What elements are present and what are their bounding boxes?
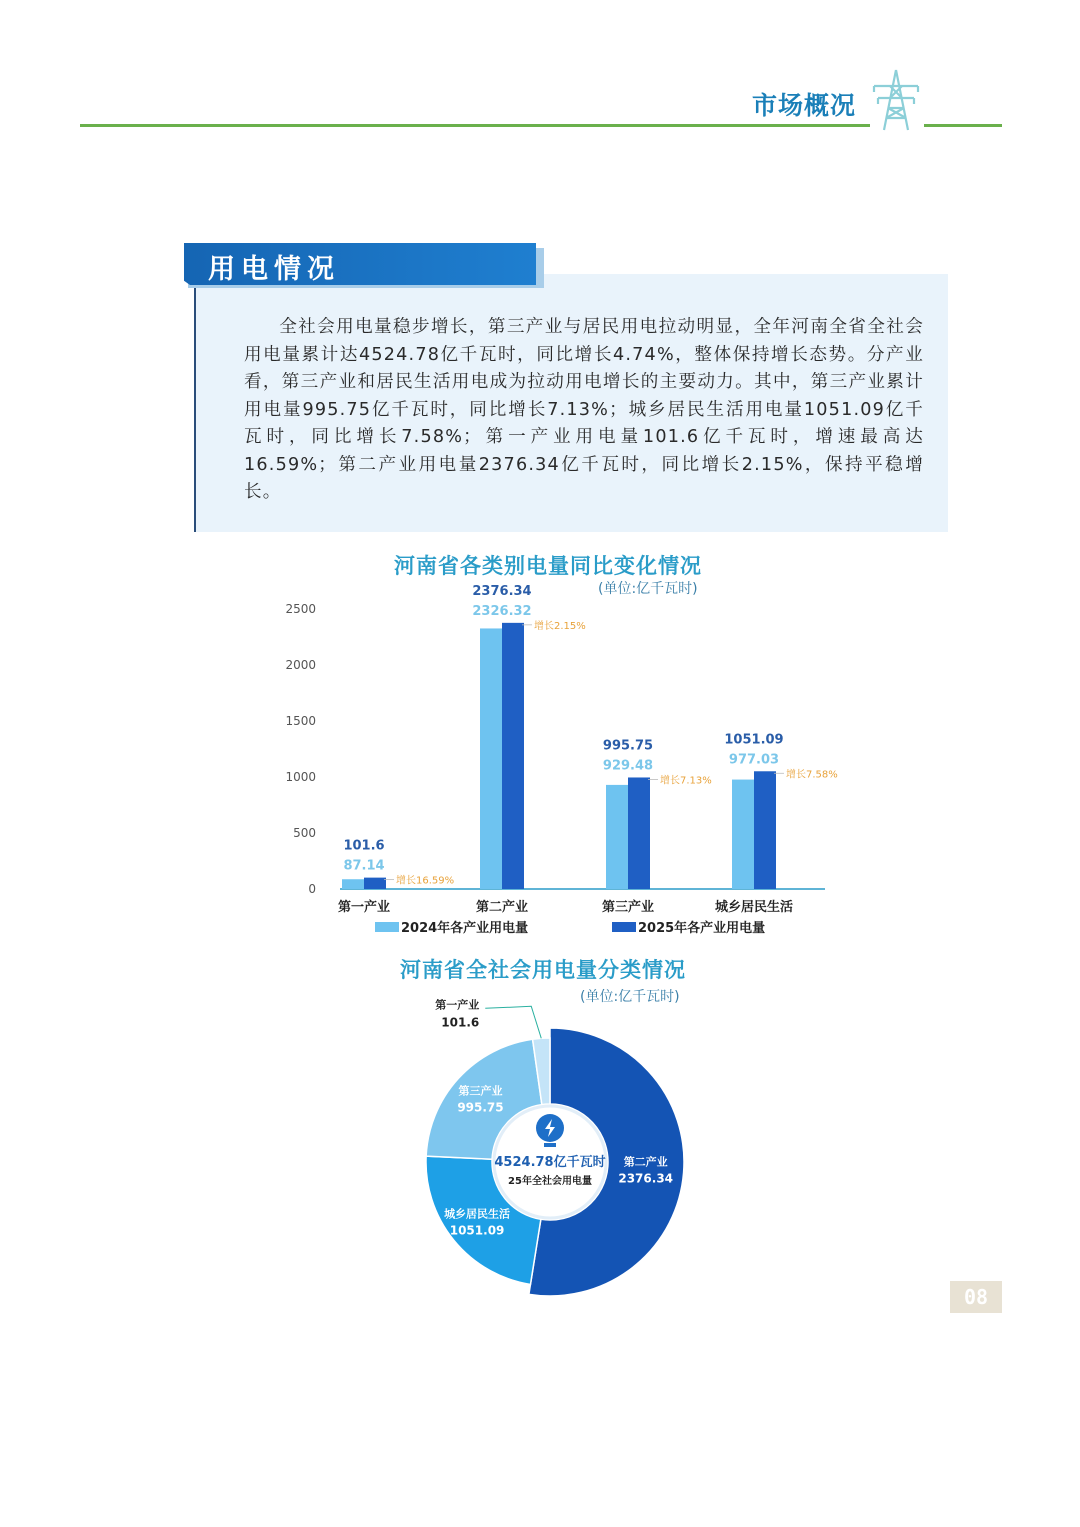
- data-label-2025: 101.6: [343, 838, 385, 854]
- leader-line: [485, 1006, 541, 1038]
- data-label-2025: 2376.34: [472, 583, 532, 599]
- header-rule-right: [924, 124, 1002, 127]
- y-tick-label: 2500: [285, 602, 316, 616]
- bar-2024: [480, 628, 502, 889]
- y-tick-label: 2000: [285, 658, 316, 672]
- bar-2024: [732, 780, 754, 889]
- bar-2025: [502, 623, 524, 889]
- x-tick-label: 第三产业: [601, 900, 655, 915]
- section-accent-line: [194, 286, 196, 532]
- bar-chart-title: 河南省各类别电量同比变化情况: [394, 554, 702, 578]
- slice-name-label: 第三产业: [458, 1084, 503, 1098]
- bar-2024: [606, 785, 628, 889]
- slice-value-label: 101.6: [441, 1015, 480, 1030]
- bar-2025: [754, 771, 776, 889]
- bar-2024: [342, 879, 364, 889]
- header-rule-left: [80, 124, 870, 127]
- pie-chart-unit: (单位:亿千瓦时): [580, 989, 680, 1005]
- bar-2025: [364, 878, 386, 889]
- legend-label: 2024年各产业用电量: [401, 921, 529, 936]
- legend-label: 2025年各产业用电量: [638, 921, 766, 936]
- y-tick-label: 500: [293, 826, 316, 840]
- growth-label: 增长16.59%: [396, 875, 455, 887]
- page-number: 08: [950, 1281, 1002, 1313]
- data-label-2024: 977.03: [728, 752, 780, 768]
- growth-label: 增长2.15%: [534, 620, 586, 632]
- legend-swatch: [375, 922, 399, 932]
- slice-name-label: 城乡居民生活: [444, 1207, 511, 1221]
- growth-label: 增长7.58%: [786, 769, 838, 781]
- donut-center-value: 4524.78亿千瓦时: [494, 1155, 606, 1170]
- x-tick-label: 城乡居民生活: [714, 900, 794, 915]
- x-tick-label: 第一产业: [337, 900, 391, 915]
- data-label-2025: 1051.09: [724, 732, 784, 748]
- bar-chart-unit: (单位:亿千瓦时): [598, 581, 698, 597]
- slice-name-label: 第二产业: [623, 1155, 668, 1169]
- section-body-text: 全社会用电量稳步增长，第三产业与居民用电拉动明显，全年河南全省全社会用电量累计达4524.78亿千瓦时，同比增长4.74%，整体保持增长态势。分产业看，第三产业和居民生活用电成为拉动用电增长的主要动力。其中，第三产业累计用电量995.75亿千瓦时，同比增长7.13%；城乡居民生活用电量1051.09亿千瓦时，同比增长7.58%；第一产业用电量101.6亿千瓦时，增速最高达16.59%；第二产业用电量2376.34亿千瓦时，同比增长2.15%，保持平稳增长。: [244, 317, 924, 502]
- slice-name-label: 第一产业: [435, 998, 480, 1012]
- data-label-2024: 2326.32: [472, 603, 532, 619]
- donut-center-label: 25年全社会用电量: [508, 1176, 592, 1187]
- growth-label: 增长7.13%: [660, 775, 712, 787]
- y-tick-label: 1500: [285, 714, 316, 728]
- y-tick-label: 0: [308, 882, 316, 896]
- x-tick-label: 第二产业: [475, 900, 529, 915]
- y-tick-label: 1000: [285, 770, 316, 784]
- legend-swatch: [612, 922, 636, 932]
- bulb-base-icon: [544, 1143, 556, 1147]
- data-label-2024: 87.14: [343, 858, 385, 874]
- slice-value-label: 1051.09: [449, 1223, 505, 1238]
- slice-value-label: 2376.34: [618, 1171, 674, 1186]
- data-label-2025: 995.75: [602, 738, 654, 754]
- pie-chart-title: 河南省全社会用电量分类情况: [400, 958, 686, 982]
- data-label-2024: 929.48: [602, 758, 654, 774]
- slice-value-label: 995.75: [457, 1100, 504, 1115]
- section-title: 用电情况: [208, 254, 340, 285]
- donut-chart: [400, 990, 720, 1300]
- power-tower-icon: [870, 68, 922, 132]
- bar-chart: [280, 585, 840, 945]
- bar-2025: [628, 777, 650, 889]
- header-title: 市场概况: [752, 91, 857, 120]
